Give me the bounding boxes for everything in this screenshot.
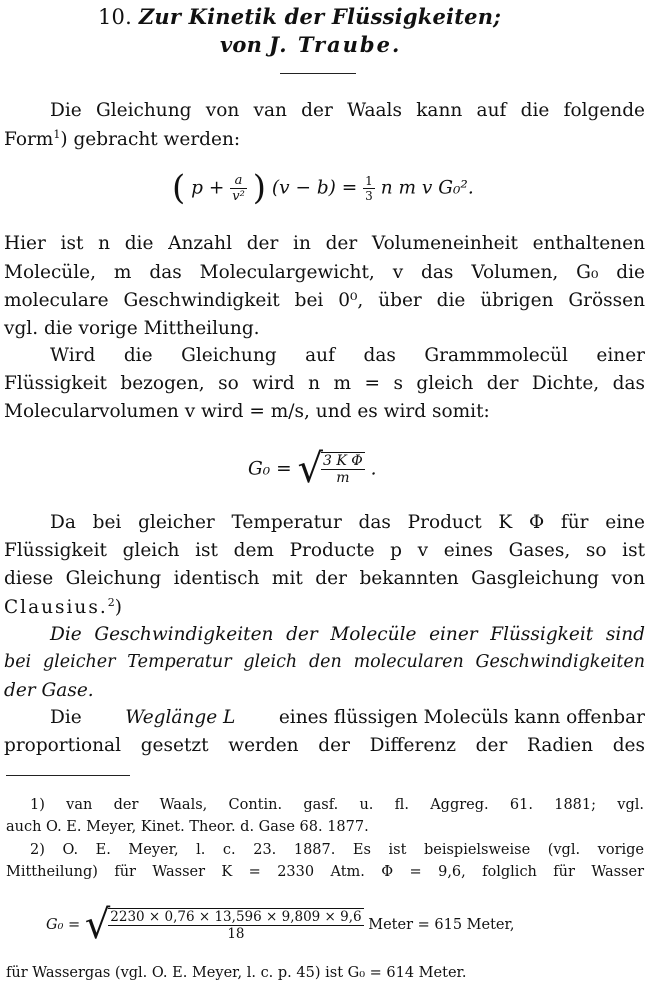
p2-line-3: moleculare Geschwindigkeit bei 0⁰, über die übrigen Grössen bbox=[4, 290, 645, 311]
equation-2: G₀ = √ $\frac{\text{3 K Φ}}{m}$ . bbox=[248, 446, 377, 492]
p4-line-2: Flüssigkeit gleich ist dem Producte p v eines Gases, so ist bbox=[4, 540, 645, 561]
p6-line-1: Die Weglänge L eines flüssigen Molecüls kann offenbar bbox=[50, 707, 645, 728]
p5-line-3: der Gase. bbox=[4, 680, 94, 701]
eq3-frac: $\frac{2230 \times 0,76 \times 13,596 \times 9,809 \times 9,6}{18}$ bbox=[110, 909, 362, 942]
p3-line-2: Flüssigkeit bezogen, so wird n m = s gleich der Dichte, das bbox=[4, 373, 645, 394]
p2-line-1: Hier ist n die Anzahl der in der Volumeneinheit enthaltenen bbox=[4, 233, 645, 254]
footnote-rule bbox=[6, 775, 130, 776]
p1-line-2 bbox=[4, 128, 240, 150]
eq2-frac: $\frac{\text{3 K Φ}}{m}$ bbox=[322, 453, 363, 486]
footnote-2-line-2: Mittheilung) für Wasser K = 2330 Atm. Φ = 9,6, folglich für Wasser bbox=[6, 864, 644, 880]
article-author bbox=[220, 32, 401, 57]
footnote-2-line-1: 2) O. E. Meyer, l. c. 23. 1887. Es ist beispielsweise (vgl. vorige bbox=[30, 842, 644, 858]
eq1-frac-third: $\frac{1}{3}$ bbox=[365, 173, 373, 203]
article-title bbox=[98, 4, 501, 29]
p2-line-2: Molecüle, m das Moleculargewicht, v das Volumen, G₀ die bbox=[4, 262, 645, 283]
footnote-1-line-2: auch O. E. Meyer, Kinet. Theor. d. Gase 68. 1877. bbox=[6, 819, 369, 835]
footnote-ref-2: 2 bbox=[107, 596, 115, 609]
title-rule bbox=[280, 73, 356, 74]
article-title-text: Zur Kinetik der Flüssigkeiten; bbox=[138, 4, 502, 29]
p2-line-4: vgl. die vorige Mittheilung. bbox=[4, 318, 260, 339]
footnote-ref-1: 1 bbox=[53, 128, 61, 141]
author-name: J. Traube. bbox=[268, 32, 402, 57]
article-number: 10. bbox=[98, 5, 132, 29]
p1-l2b: ) gebracht werden: bbox=[60, 129, 241, 151]
p5-line-1: Die Geschwindigkeiten der Molecüle einer Flüssigkeit sind bbox=[50, 624, 645, 645]
p1-l2a: Form bbox=[4, 129, 54, 151]
p4-line-1: Da bei gleicher Temperatur das Product K Φ für eine bbox=[50, 512, 645, 533]
footnote-2-line-3: für Wassergas (vgl. O. E. Meyer, l. c. p. 45) ist G₀ = 614 Meter. bbox=[6, 965, 467, 981]
p3-line-3: Molecularvolumen v wird = m/s, und es wird somit: bbox=[4, 401, 490, 422]
p4-line-4: Clausius.$^2$) bbox=[4, 596, 122, 619]
footnote-1-line-1: 1) van der Waals, Contin. gasf. u. fl. Aggreg. 61. 1881; vgl. bbox=[30, 797, 644, 813]
p4-line-3: diese Gleichung identisch mit der bekannten Gasgleichung von bbox=[4, 568, 645, 589]
p1-line-1: Die Gleichung von van der Waals kann auf die folgende bbox=[50, 100, 645, 121]
p3-line-1: Wird die Gleichung auf das Grammmolecül einer bbox=[50, 345, 645, 366]
author-prefix: von bbox=[220, 32, 263, 57]
equation-1: ( p + $\frac{a}{\text{v²}}$ ) (v − b) = $\frac{1}{3}$ n m v G₀². bbox=[172, 168, 474, 208]
equation-3: G₀ = √ $\frac{2230 \times 0,76 \times 13,596 \times 9,809 \times 9,6}{18}$ Meter = 615 Meter, bbox=[46, 902, 515, 948]
eq1-frac-a: $\frac{a}{\text{v²}}$ bbox=[232, 172, 245, 204]
p6-line-2: proportional gesetzt werden der Differenz der Radien des bbox=[4, 735, 645, 756]
p5-line-2: bei gleicher Temperatur gleich den molecularen Geschwindigkeiten bbox=[4, 652, 645, 672]
